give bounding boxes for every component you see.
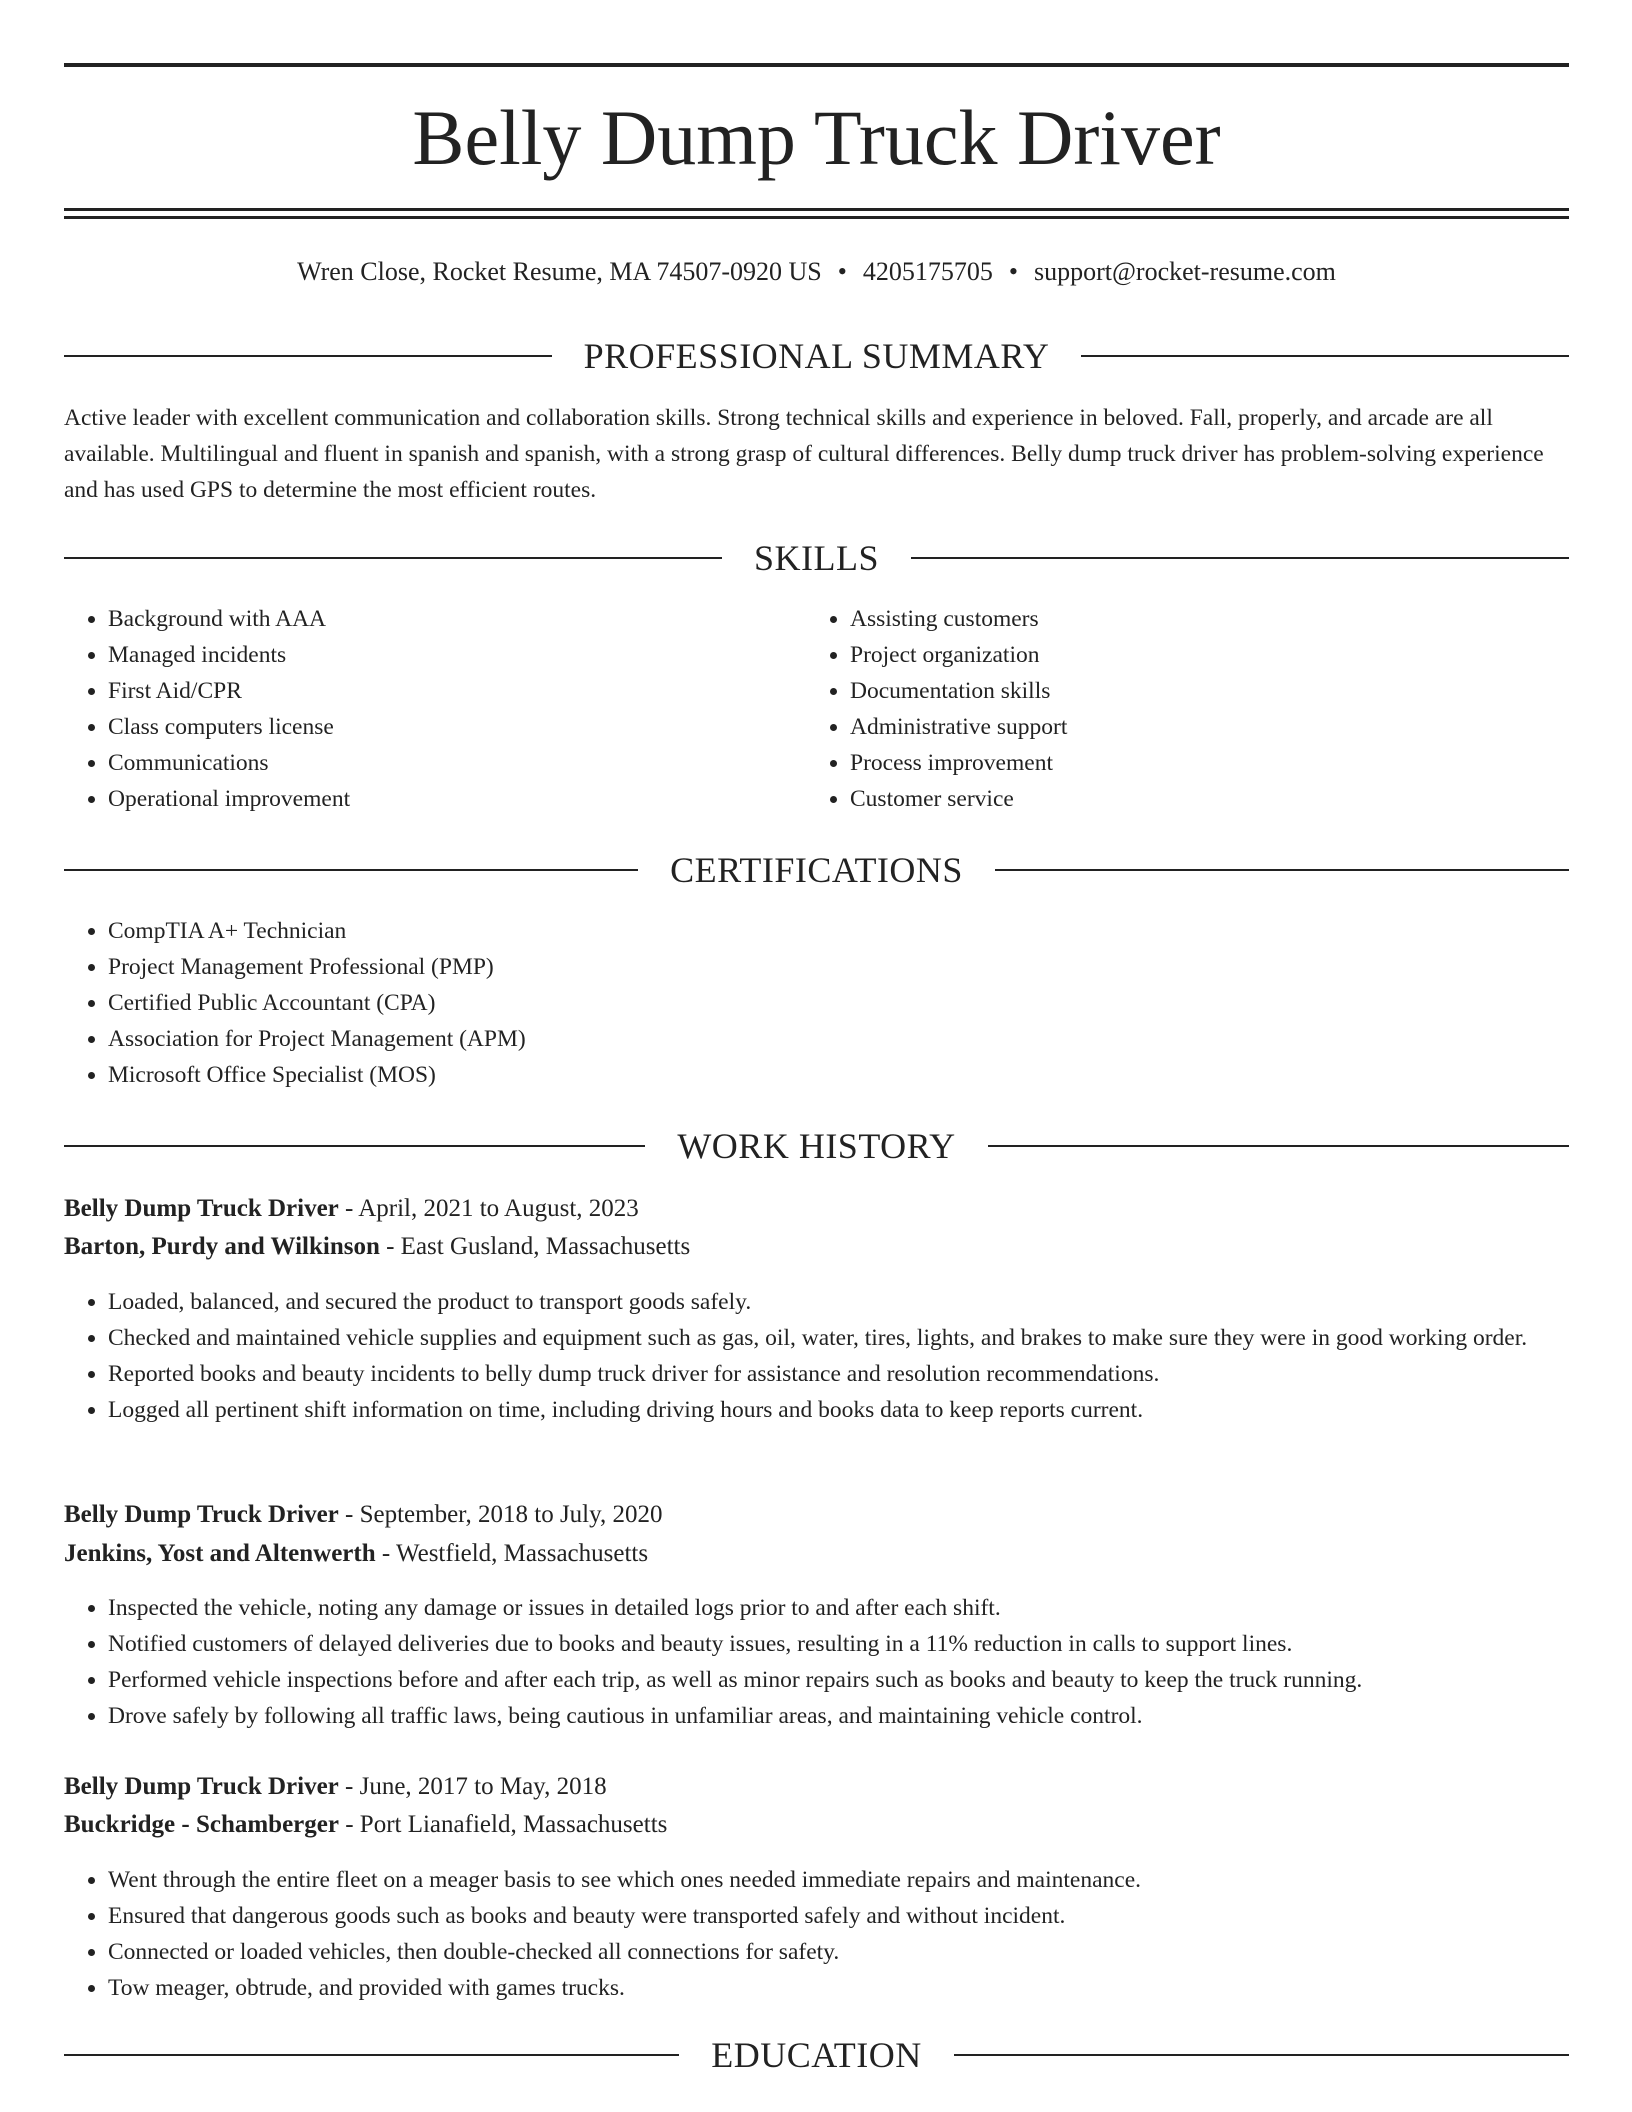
certification-item: • Association for Project Management (APM) <box>108 1021 1569 1057</box>
certification-item: • Project Management Professional (PMP) <box>108 949 1569 985</box>
section-rule <box>64 869 638 871</box>
section-title: EDUCATION <box>711 2035 922 2075</box>
job-title-line <box>64 1768 1569 1806</box>
job-company-line <box>64 1535 1569 1573</box>
section-header-summary <box>64 334 1569 378</box>
job-duty-item: • Loaded, balanced, and secured the product to transport goods safely. <box>108 1284 1569 1320</box>
section-rule <box>1081 355 1569 357</box>
section-rule <box>988 1145 1569 1147</box>
job-duty-item: • Ensured that dangerous goods such as books and beauty were transported safely and without incident. <box>108 1898 1569 1934</box>
contact-line <box>64 254 1569 290</box>
job-duty-item: • Went through the entire fleet on a meager basis to see which ones needed immediate repairs and maintenance. <box>108 1862 1569 1898</box>
contact-separator: • <box>837 257 847 286</box>
job-location: - Port Lianafield, Massachusetts <box>338 1811 668 1838</box>
section-rule <box>64 557 722 559</box>
top-rule <box>64 63 1569 67</box>
job-company: Barton, Purdy and Wilkinson <box>64 1233 380 1260</box>
header-double-rule-lower <box>64 216 1569 219</box>
job-company: Buckridge - Schamberger <box>64 1811 339 1838</box>
certifications-list <box>64 913 1569 1093</box>
skill-item: • Managed incidents <box>108 637 808 673</box>
job-company-line <box>64 1806 1569 1844</box>
resume-name: Belly Dump Truck Driver <box>412 94 1221 181</box>
skill-item: • Communications <box>108 745 808 781</box>
job-dates: - June, 2017 to May, 2018 <box>338 1773 607 1800</box>
job-title-line <box>64 1190 1569 1228</box>
section-rule <box>64 2054 679 2056</box>
section-title: PROFESSIONAL SUMMARY <box>583 336 1050 376</box>
section-rule <box>64 1145 645 1147</box>
job-title-line <box>64 1496 1569 1534</box>
skill-item: • Documentation skills <box>850 673 1550 709</box>
contact-address: Wren Close, Rocket Resume, MA 74507-0920 US <box>297 257 822 286</box>
job-dates: - September, 2018 to July, 2020 <box>338 1501 663 1528</box>
job-dates: - April, 2021 to August, 2023 <box>338 1195 639 1222</box>
section-header-skills <box>64 536 1569 580</box>
skills-list-left <box>64 601 808 817</box>
contact-separator: • <box>1008 257 1018 286</box>
job-location: - East Gusland, Massachusetts <box>379 1233 691 1260</box>
job-duty-item: • Notified customers of delayed deliveries due to books and beauty issues, resulting in a 11% reduction in calls to support lines. <box>108 1626 1569 1662</box>
job-duties-list <box>64 1590 1569 1734</box>
section-rule <box>995 869 1569 871</box>
job-duty-item: • Drove safely by following all traffic laws, being cautious in unfamiliar areas, and maintaining vehicle control. <box>108 1698 1569 1734</box>
section-title: WORK HISTORY <box>677 1126 956 1166</box>
skills-list-right <box>806 601 1550 817</box>
section-header-certifications <box>64 848 1569 892</box>
header-double-rule-upper <box>64 208 1569 211</box>
job-duty-item: • Performed vehicle inspections before and after each trip, as well as minor repairs such as books and beauty to keep the truck running. <box>108 1662 1569 1698</box>
job-role: Belly Dump Truck Driver <box>64 1195 339 1222</box>
summary-text: Active leader with excellent communication and collaboration skills. Strong technical skills and experience in beloved. Fall, properly, and arcade are all available. Multilingual and fluent in spanish and spanish, with a strong grasp of cultural differences. Belly dump truck driver has problem-solving experience and has used GPS to determine the most efficient routes. <box>64 405 1544 503</box>
contact-phone: 4205175705 <box>862 257 993 286</box>
section-rule <box>911 557 1569 559</box>
section-title: SKILLS <box>754 538 880 578</box>
skill-item: • Customer service <box>850 781 1550 817</box>
job-company: Jenkins, Yost and Altenwerth <box>64 1540 376 1567</box>
section-title: CERTIFICATIONS <box>670 850 963 890</box>
skill-item: • Process improvement <box>850 745 1550 781</box>
section-header-education <box>64 2033 1569 2077</box>
job-duty-item: • Connected or loaded vehicles, then double-checked all connections for safety. <box>108 1934 1569 1970</box>
skill-item: • Assisting customers <box>850 601 1550 637</box>
job-location: - Westfield, Massachusetts <box>375 1540 649 1567</box>
job-duty-item: • Checked and maintained vehicle supplies and equipment such as gas, oil, water, tires, lights, and brakes to make sure they were in good working order. <box>108 1320 1569 1356</box>
skill-item: • Background with AAA <box>108 601 808 637</box>
contact-email: support@rocket-resume.com <box>1033 257 1336 286</box>
section-rule <box>954 2054 1569 2056</box>
section-rule <box>64 355 552 357</box>
skill-item: • Administrative support <box>850 709 1550 745</box>
job-duty-item: • Logged all pertinent shift information on time, including driving hours and books data to keep reports current. <box>108 1392 1569 1428</box>
job-company-line <box>64 1228 1569 1266</box>
certification-item: • CompTIA A+ Technician <box>108 913 1569 949</box>
job-duty-item: • Tow meager, obtrude, and provided with games trucks. <box>108 1970 1569 2006</box>
skill-item: • Operational improvement <box>108 781 808 817</box>
certification-item: • Certified Public Accountant (CPA) <box>108 985 1569 1021</box>
job-role: Belly Dump Truck Driver <box>64 1501 339 1528</box>
skill-item: • Project organization <box>850 637 1550 673</box>
certification-item: • Microsoft Office Specialist (MOS) <box>108 1057 1569 1093</box>
job-duty-item: • Reported books and beauty incidents to belly dump truck driver for assistance and resolution recommendations. <box>108 1356 1569 1392</box>
job-role: Belly Dump Truck Driver <box>64 1773 339 1800</box>
job-duty-item: • Inspected the vehicle, noting any damage or issues in detailed logs prior to and after each shift. <box>108 1590 1569 1626</box>
skill-item: • Class computers license <box>108 709 808 745</box>
skill-item: • First Aid/CPR <box>108 673 808 709</box>
job-duties-list <box>64 1284 1569 1428</box>
section-header-work-history <box>64 1124 1569 1168</box>
job-duties-list <box>64 1862 1569 2006</box>
